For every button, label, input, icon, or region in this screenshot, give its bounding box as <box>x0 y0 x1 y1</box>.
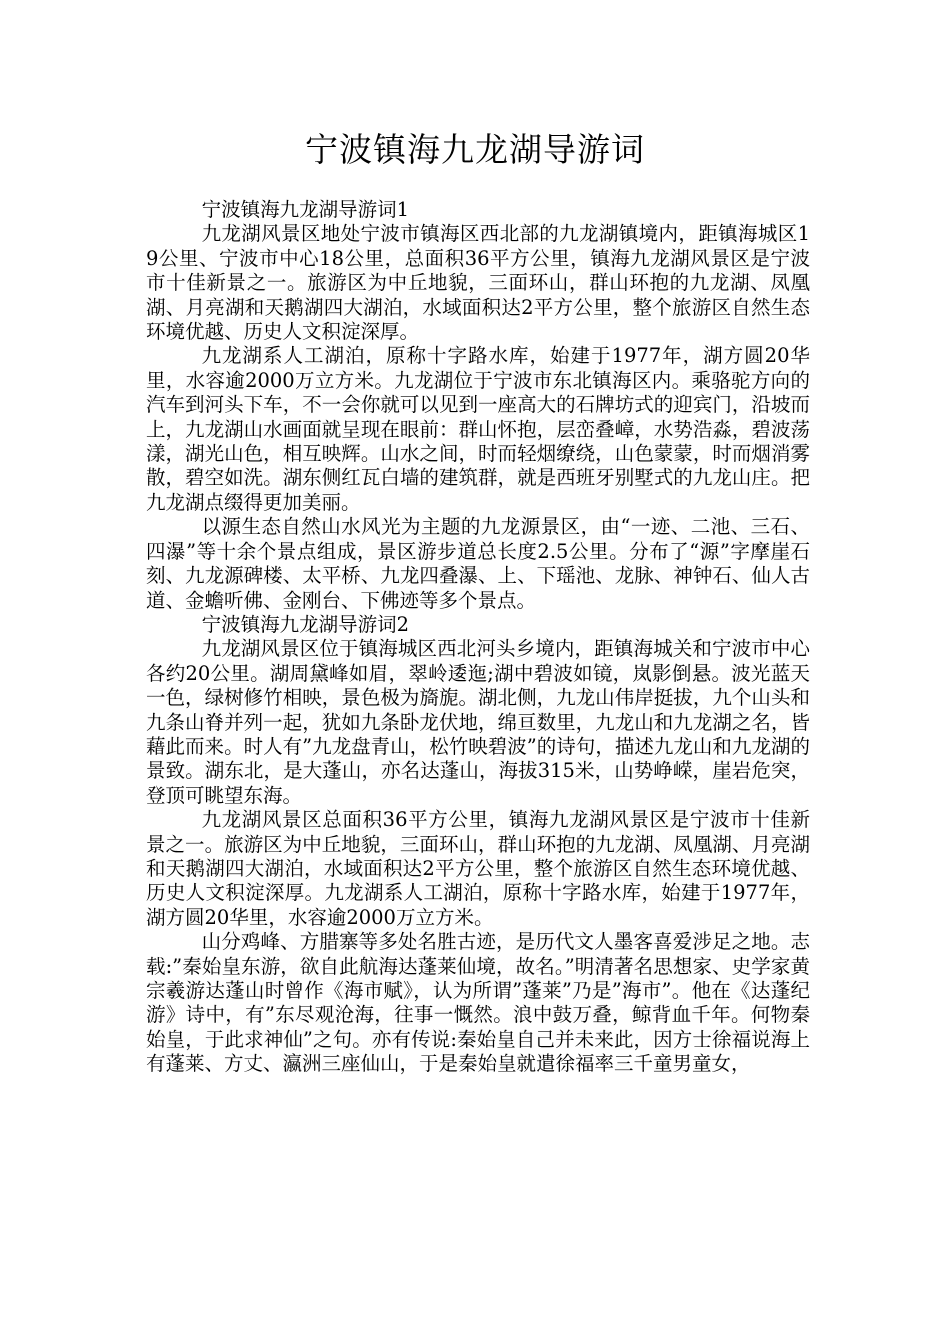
document-body <box>146 198 810 1077</box>
paragraph: 以源生态自然山水风光为主题的九龙源景区，由“一迹、二池、三石、四瀑”等十余个景点组成，景区游步道总长度2.5公里。分布了“源”字摩崖石刻、九龙源碑楼、太平桥、九龙四叠瀑、上、下瑶池、龙脉、神钟石、仙人古道、金蟾听佛、金刚台、下佛迹等多个景点。 <box>146 515 810 612</box>
section-heading: 宁波镇海九龙湖导游词2 <box>201 612 409 636</box>
paragraph: 九龙湖风景区总面积36平方公里，镇海九龙湖风景区是宁波市十佳新景之一。旅游区为中丘地貌，三面环山，群山环抱的九龙湖、凤凰湖、月亮湖和天鹅湖四大湖泊，水域面积达2平方公里，整个旅游区自然生态环境优越、历史人文积淀深厚。九龙湖系人工湖泊，原称十字路水库，始建于1977年，湖方圆20华里，水容逾2000万立方米。 <box>146 808 810 929</box>
paragraph: 九龙湖风景区地处宁波市镇海区西北部的九龙湖镇境内，距镇海城区19公里、宁波市中心18公里，总面积36平方公里，镇海九龙湖风景区是宁波市十佳新景之一。旅游区为中丘地貌，三面环山，群山环抱的九龙湖、凤凰湖、月亮湖和天鹅湖四大湖泊，水域面积达2平方公里，整个旅游区自然生态环境优越、历史人文积淀深厚。 <box>146 222 810 344</box>
section-heading: 宁波镇海九龙湖导游词1 <box>201 198 409 221</box>
paragraph: 九龙湖系人工湖泊，原称十字路水库，始建于1977年，湖方圆20华里，水容逾2000万立方米。九龙湖位于宁波市东北镇海区内。乘骆驼方向的汽车到河头下车，不一会你就可以见到一座高大的石牌坊式的迎宾门，沿坡而上，九龙湖山水画面就呈现在眼前：群山怀抱，层峦叠嶂，水势浩淼，碧波荡漾，湖光山色，相互映辉。山水之间，时而轻烟缭绕，山色蒙蒙，时而烟消雾散，碧空如洗。湖东侧红瓦白墙的建筑群，就是西班牙别墅式的九龙山庄。把九龙湖点缀得更加美丽。 <box>146 344 810 514</box>
section-2 <box>146 613 810 1077</box>
paragraph: 山分鸡峰、方腊寨等多处名胜古迹，是历代文人墨客喜爱涉足之地。志载:”秦始皇东游，欲自此航海达蓬莱仙境，故名。”明清著名思想家、史学家黄宗羲游达蓬山时曾作《海市赋》，认为所谓”蓬莱”乃是”海市”。他在《达蓬纪游》诗中，有”东尽观沧海，往事一慨然。浪中鼓万叠，鲸背血千年。何物秦始皇，于此求神仙”之句。亦有传说:秦始皇自己并未来此，因方士徐福说海上有蓬莱、方丈、瀛洲三座仙山，于是秦始皇就遣徐福率三千童男童女， <box>146 930 810 1076</box>
document-title: 宁波镇海九龙湖导游词 <box>305 130 645 169</box>
section-1 <box>146 198 810 613</box>
paragraph: 九龙湖风景区位于镇海城区西北河头乡境内，距镇海城关和宁波市中心各约20公里。湖周黛峰如眉，翠岭逶迤;湖中碧波如镜，岚影倒悬。波光蓝天一色，绿树修竹相映，景色极为旖旎。湖北侧，九龙山伟岸挺拔，九个山头和九条山脊并列一起，犹如九条卧龙伏地，绵亘数里，九龙山和九龙湖之名，皆藉此而来。时人有”九龙盘青山，松竹映碧波”的诗句，描述九龙山和九龙湖的景致。湖东北，是大蓬山，亦名达蓬山，海拔315米，山势峥嵘，崖岩危突，登顶可眺望东海。 <box>146 637 810 807</box>
